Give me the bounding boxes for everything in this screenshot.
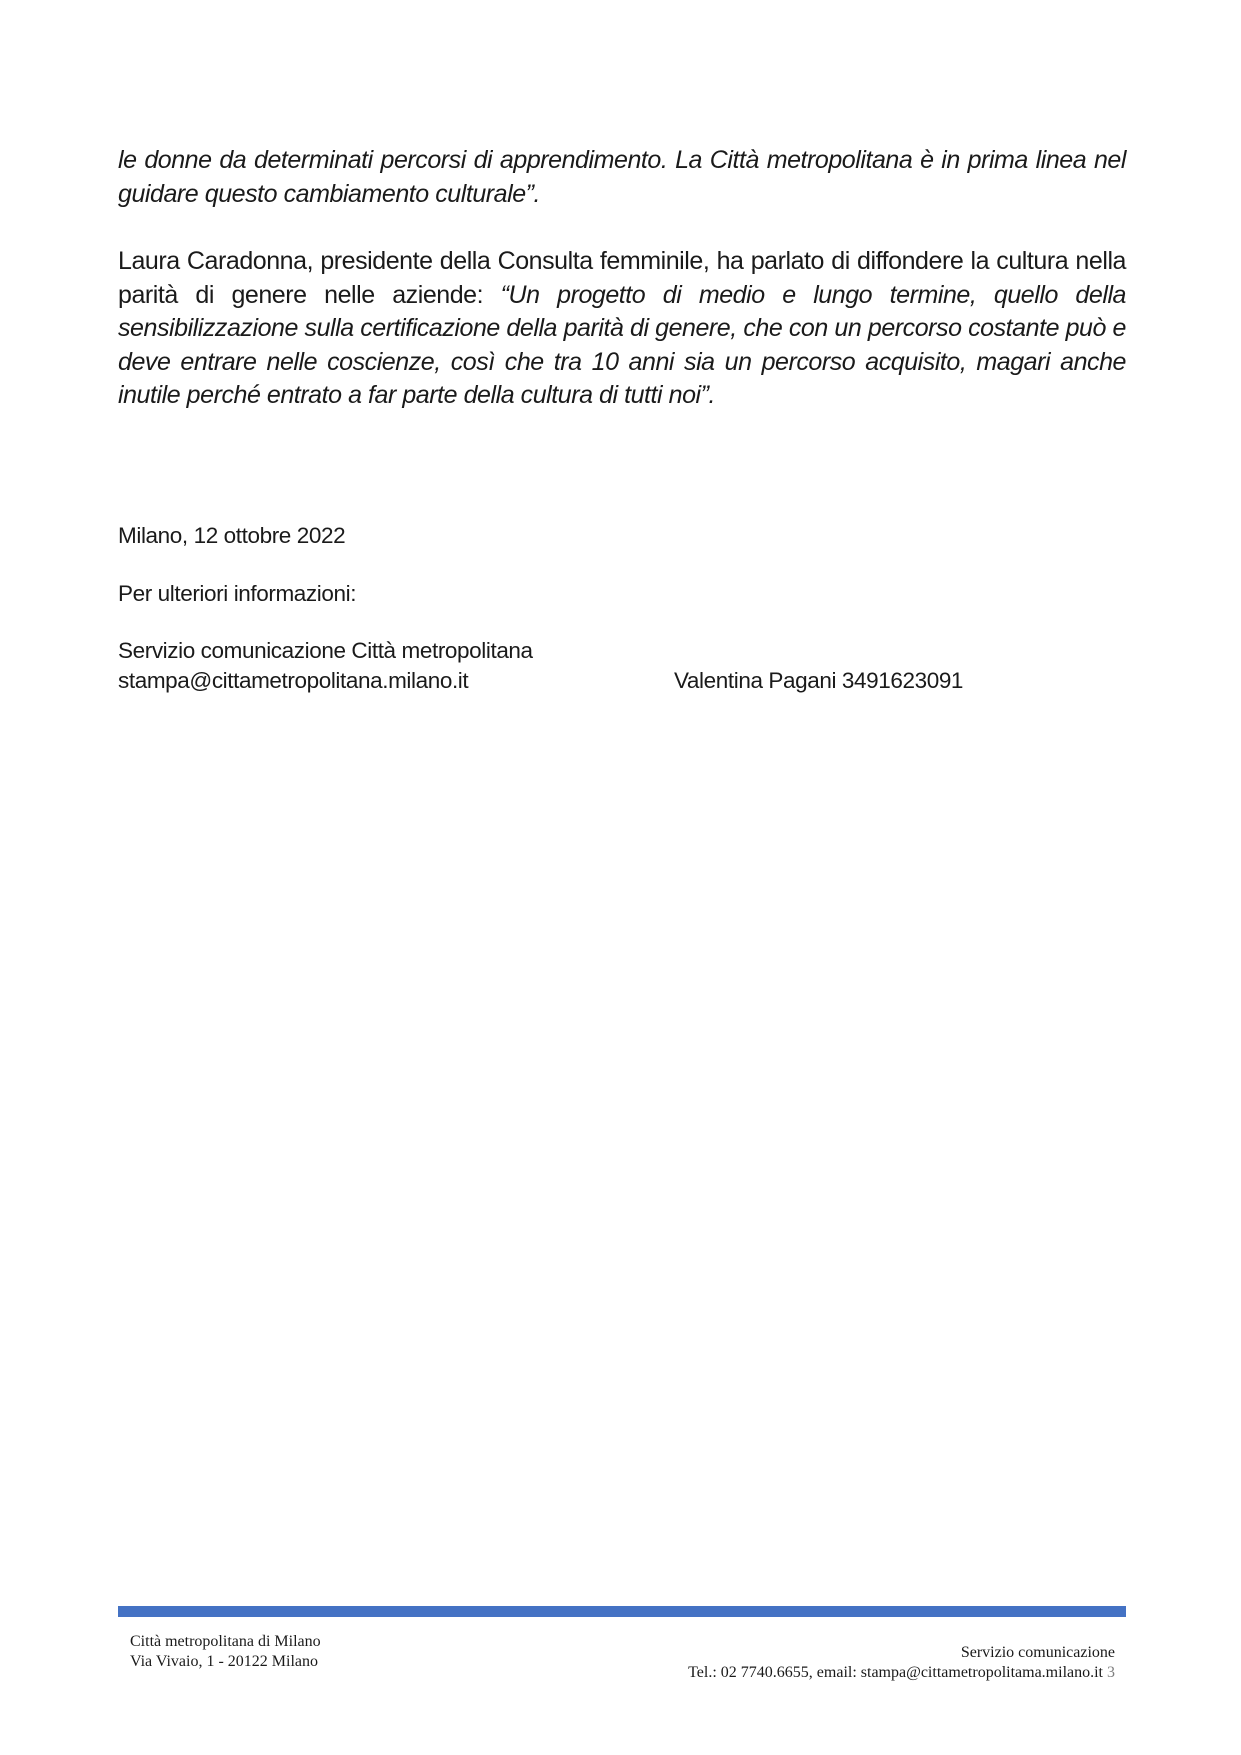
paragraph-2-quote: “Un progetto di medio e lungo termine, quello della sensibilizzazione sulla certificazione della parità di genere, che con un percorso costante può e deve entrare nelle coscienze, così che tra 10 anni sia un percorso acquisito, magari anche inutile perché entrato a far parte della cultura di tutti noi”. [118,280,1126,409]
info-label: Per ulteriori informazioni: [118,581,357,606]
page-number: 3 [1107,1664,1115,1681]
footer-street-address: Via Vivaio, 1 - 20122 Milano [130,1653,318,1670]
contact-person: Valentina Pagani 3491623091 [674,668,964,693]
footer-phone-email-text: Tel.: 02 7740.6655, email: stampa@cittametropolitama.milano.it [688,1664,1103,1681]
footer-contact [688,1643,1115,1683]
footer-service: Servizio comunicazione [960,1644,1115,1661]
footer-organization: Città metropolitana di Milano [130,1633,321,1650]
footer-divider-bar [118,1606,1126,1617]
contact-email: stampa@cittametropolitana.milano.it [118,668,469,693]
paragraph-2-intro: Laura Caradonna, presidente della Consulta femminile, ha parlato di diffondere la cultura nella parità di genere nelle aziende: [118,247,1126,309]
body-paragraph-2 [118,245,1126,413]
date-line: Milano, 12 ottobre 2022 [118,523,346,548]
footer-address [130,1632,321,1672]
service-name: Servizio comunicazione Città metropolitana [118,638,533,663]
footer-phone-email [688,1663,1115,1683]
body-paragraph-1: le donne da determinati percorsi di apprendimento. La Città metropolitana è in prima linea nel guidare questo cambiamento culturale”. [118,146,1126,208]
